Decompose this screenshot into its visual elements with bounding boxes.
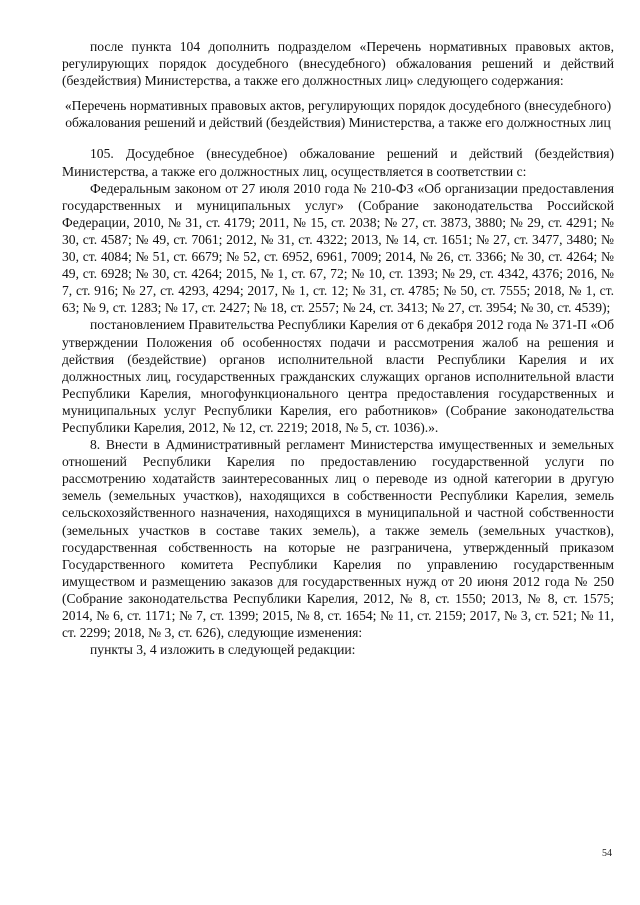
subsection-heading: «Перечень нормативных правовых актов, регулирующих порядок досудебного (внесудебного) обжалования решений и действий (бездействия) Министерства, а также его должностных лиц xyxy=(64,98,612,131)
page-number: 54 xyxy=(602,848,612,859)
intro-paragraph: после пункта 104 дополнить подразделом «Перечень нормативных правовых актов, регулирующих порядок досудебного (внесудебного) обжалования решений и действий (бездействия) Министерства, а также его должностных лиц» следующего содержания: xyxy=(62,39,614,89)
paragraph-government-decree: постановлением Правительства Республики Карелия от 6 декабря 2012 года № 371-П «Об утверждении Положения об особенностях подачи и рассмотрения жалоб на решения и действия (бездействие) органов исполнительной власти Республики Карелия и их должностных лиц, государственных гражданских служащих органов исполнительной власти Республики Карелия, многофункционального центра предоставления государственных и муниципальных услуг Республики Карелия, его работников» (Собрание законодательства Республики Карелия, 2012, № 12, ст. 2219; 2018, № 5, ст. 1036).». xyxy=(62,317,614,435)
paragraph-federal-law: Федеральным законом от 27 июля 2010 года № 210-ФЗ «Об организации предоставления государственных и муниципальных услуг» (Собрание законодательства Российской Федерации, 2010, № 31, ст. 4179; 2011, № 15, ст. 2038; № 27, ст. 3873, 3880; № 29, ст. 4291; № 30, ст. 4587; № 49, ст. 7061; 2012, № 31, ст. 4322; 2013, № 14, ст. 1651; № 27, ст. 3477, 3480; № 30, ст. 4084; № 51, ст. 6679; № 52, ст. 6952, 6961, 7009; 2014, № 26, ст. 3366; № 30, ст. 4264; № 49, ст. 6928; № 30, ст. 4264; 2015, № 1, ст. 67, 72; № 10, ст. 1393; № 29, ст. 4342, 4376; 2016, № 7, ст. 916; № 27, ст. 4293, 4294; 2017, № 1, ст. 12; № 31, ст. 4785; № 50, ст. 7555; 2018, № 1, ст. 63; № 9, ст. 1283; № 17, ст. 2427; № 18, ст. 2557; № 24, ст. 3413; № 27, ст. 3954; № 30, ст. 4539); xyxy=(62,180,614,316)
paragraph-points-3-4: пункты 3, 4 изложить в следующей редакции: xyxy=(90,642,356,658)
paragraph-105: 105. Досудебное (внесудебное) обжалование решений и действий (бездействия) Министерства, а также его должностных лиц, осуществляется в соответствии с: xyxy=(62,146,614,179)
document-body xyxy=(62,38,614,658)
paragraph-item-8: 8. Внести в Административный регламент Министерства имущественных и земельных отношений Республики Карелия по предоставлению государственной услуги по рассмотрению ходатайств заинтересованных лиц о переводе из одной категории в другую земель (земельных участков), находящихся в собственности Республики Карелия, земель сельскохозяйственного назначения, находящихся в муниципальной и частной собственности (земельных участков в составе таких земель), а также земель (земельных участков), государственная собственность на которые не разграничена, утвержденный приказом Государственного комитета Республики Карелия по управлению государственным имуществом и размещению заказов для государственных нужд от 20 июня 2012 года № 250 (Собрание законодательства Республики Карелия, 2012, № 8, ст. 1550; 2013, № 8, ст. 1575; 2014, № 6, ст. 1171; № 7, ст. 1399; 2015, № 8, ст. 1654; № 11, ст. 2159; 2017, № 3, ст. 521; № 11, ст. 2299; 2018, № 3, ст. 626), следующие изменения: xyxy=(62,437,614,641)
